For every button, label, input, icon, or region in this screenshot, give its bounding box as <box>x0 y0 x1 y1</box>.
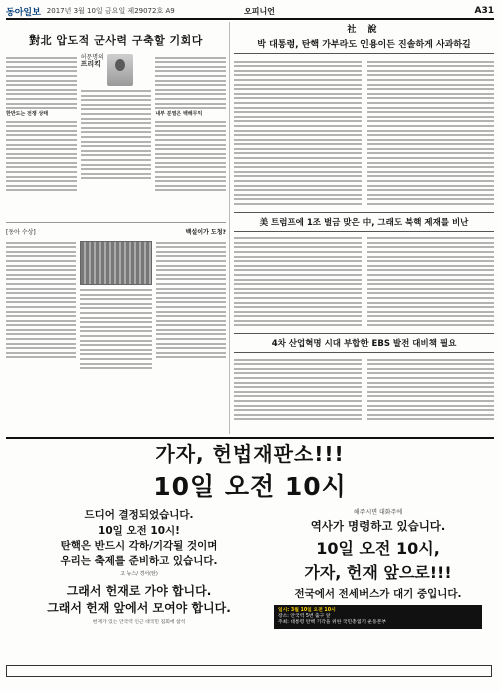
editorial-title-1: 박 대통령, 탄핵 가부라도 인용이든 진솔하게 사과하길 <box>234 37 494 54</box>
ad-left-small-1: 고 뉴스/ 경서(탄) <box>120 571 158 577</box>
column-divider <box>229 22 230 434</box>
editorial-label: 社 說 <box>347 25 381 35</box>
editorial-title-3: 4차 산업혁명 시대 부합한 EBS 발전 대비책 필요 <box>234 333 494 353</box>
ad-left-line-3: 탄핵은 반드시 각하/기각될 것이며 <box>60 540 218 552</box>
ad-info-2: 장소: 안국역 5번 출구 앞 <box>278 614 331 619</box>
editorial-2-col-b <box>367 235 495 329</box>
ad-left-line-5: 그래서 헌재로 가야 합니다. <box>66 584 212 598</box>
section-name: 오피니언 <box>244 6 275 16</box>
author-block <box>81 54 152 86</box>
author-label: 허문명의 <box>80 54 104 61</box>
page-number: A31 <box>474 6 494 16</box>
illustration-image <box>80 241 152 285</box>
ad-info-1: 일시: 3월 10일 오전 10시 <box>278 608 336 613</box>
issue-date: 2017년 3월 10일 금요일 제29072호 A9 <box>46 7 175 15</box>
editorial-3-col-a <box>234 356 362 423</box>
ad-info-3: 주최: 대통령 탄핵 기각을 위한 국민총궐기 운동본부 <box>278 620 387 625</box>
column-text-2 <box>80 239 152 372</box>
ad-body <box>6 507 494 657</box>
editorial-1-col-b <box>367 58 495 208</box>
editorial-3-col-b <box>367 356 495 423</box>
editorial-1-col-a <box>234 58 362 208</box>
editorials <box>234 22 494 423</box>
article-subhead-1: 한반도는 전쟁 상태 <box>6 111 49 118</box>
editorial-title-2: 美 트럼프에 1조 벌금 맞은 中, 그래도 북핵 제재를 비난 <box>234 212 494 232</box>
ad-right-line-4: 전국에서 전세버스가 대기 중입니다. <box>294 588 462 600</box>
ad-headline: 가자, 헌법재판소!!! <box>155 441 345 466</box>
ad-left-block <box>24 507 254 625</box>
column-text-3 <box>156 239 226 372</box>
ad-right-preline: 해주시면 대화주에 <box>353 509 403 516</box>
author-photo <box>107 54 133 86</box>
ad-time: 10일 오전 10시 <box>153 472 347 501</box>
ad-info-box <box>274 605 482 629</box>
ad-left-line-4: 우리는 축제를 준비하고 있습니다. <box>60 555 218 567</box>
ad-right-block <box>268 507 488 629</box>
advertisement <box>6 437 494 677</box>
column-kicker: [동아 수상] <box>6 229 36 236</box>
author-name: 프리킥 <box>80 60 101 68</box>
article-column-3 <box>155 54 226 194</box>
column-headline: 백설이가 도청? <box>185 229 226 236</box>
ad-left-line-2: 10일 오전 10시! <box>98 525 180 537</box>
ad-right-line-3: 가자, 헌재 앞으로!!! <box>304 563 452 582</box>
column-article <box>6 222 226 372</box>
column-text-1 <box>6 239 76 372</box>
newspaper-logo: 동아일보 <box>6 7 41 18</box>
article-column-1 <box>6 54 77 194</box>
ad-left-line-1: 드디어 결정되었습니다. <box>84 509 194 521</box>
ad-right-line-2: 10일 오전 10시, <box>316 539 440 558</box>
ad-left-small-2: 헌재가 있는 안국역 인근 대국민 집회에 참석 <box>92 620 186 625</box>
ad-right-line-1: 역사가 명령하고 있습니다. <box>310 519 446 533</box>
editorial-2-col-a <box>234 235 362 329</box>
article-column-2 <box>81 54 152 194</box>
article-subhead-2: 내부 분열은 백해무익 <box>155 111 203 118</box>
masthead <box>6 4 494 20</box>
ad-footer-fineprint <box>6 665 492 677</box>
ad-left-line-6: 그래서 헌재 앞에서 모여야 합니다. <box>47 601 231 615</box>
article-headline: 對北 압도적 군사력 구축할 기회다 <box>29 34 203 47</box>
opinion-article <box>6 22 226 194</box>
